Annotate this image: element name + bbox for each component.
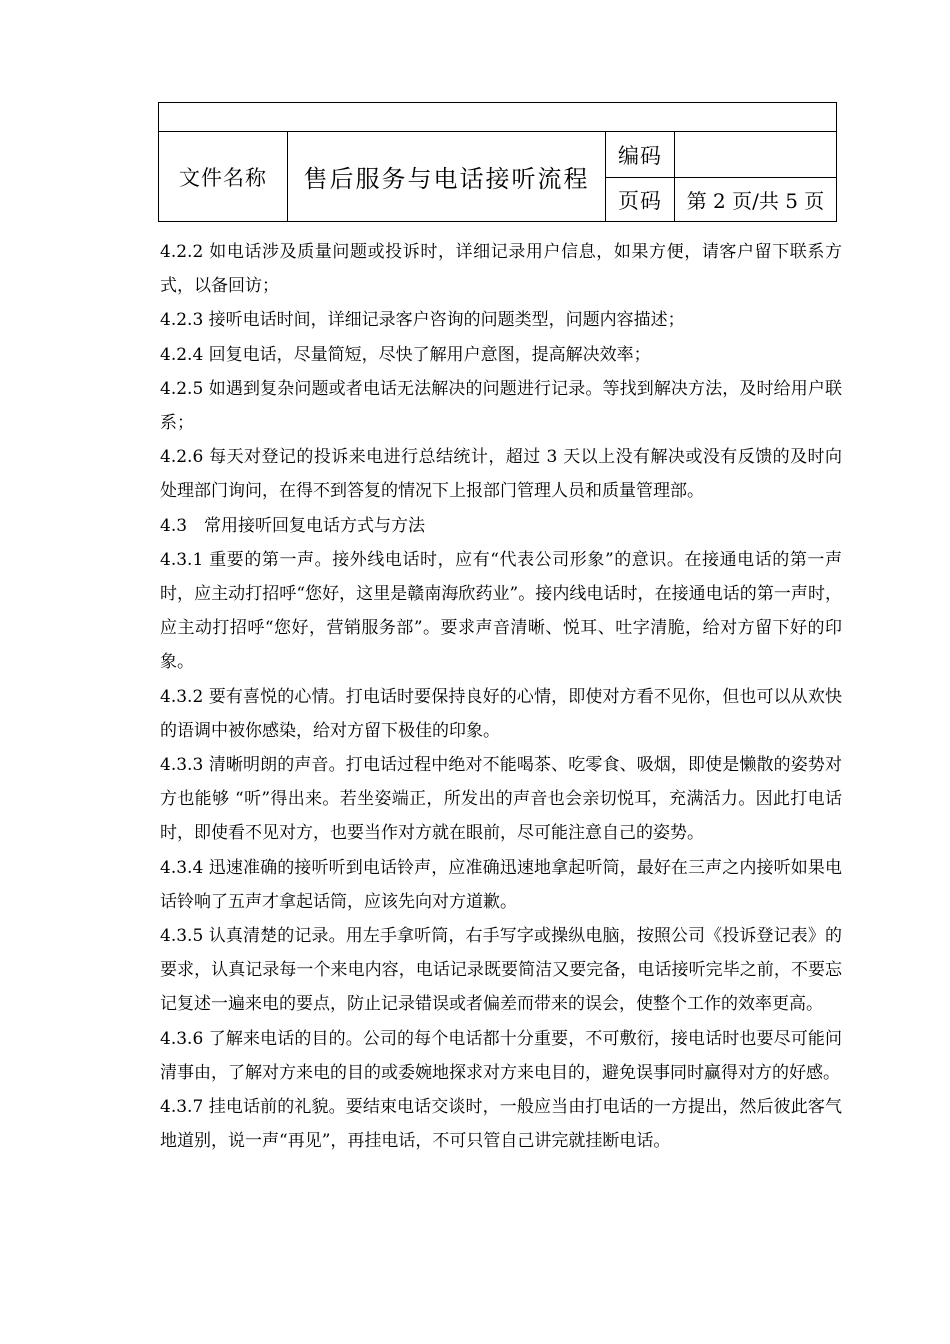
document-body: [160, 235, 842, 1158]
document-title: 售后服务与电话接听流程: [288, 132, 606, 222]
paragraph-4-2-4: 4.2.4 回复电话，尽量简短，尽快了解用户意图，提高解决效率；: [160, 344, 651, 365]
paragraph-4-2-3: 4.2.3 接听电话时间，详细记录客户咨询的问题类型，问题内容描述；: [160, 310, 685, 331]
code-label: 编码: [606, 132, 675, 178]
paragraph-4-3-7: 4.3.7 挂电话前的礼貌。要结束电话交谈时，一般应当由打电话的一方提出，然后彼此客气地道别，说一声“再见”，再挂电话，不可只管自己讲完就挂断电话。: [160, 1097, 842, 1152]
paragraph-4-3-6: 4.3.6 了解来电话的目的。公司的每个电话都十分重要，不可敷衍，接电话时也要尽可能问清事由，了解对方来电的目的或委婉地探求对方来电目的，避免误事同时赢得对方的好感。: [160, 1028, 842, 1083]
paragraph-4-3-2: 4.3.2 要有喜悦的心情。打电话时要保持良好的心情，即使对方看不见你，但也可以从欢快的语调中被你感染，给对方留下极佳的印象。: [160, 686, 842, 741]
section-heading-4-3: 4.3 常用接听回复电话方式与方法: [160, 515, 426, 536]
header-row-code: [159, 132, 837, 178]
page-label: 页码: [606, 178, 675, 222]
header-blank-cell: [159, 103, 837, 132]
paragraph-4-3-3: 4.3.3 清晰明朗的声音。打电话过程中绝对不能喝茶、吃零食、吸烟，即使是懒散的姿势对方也能够 “听”得出来。若坐姿端正，所发出的声音也会亲切悦耳，充满活力。因此打电话时，即使看不见对方，也要当作对方就在眼前，尽可能注意自己的姿势。: [160, 755, 842, 844]
file-name-label: 文件名称: [159, 132, 288, 222]
paragraph-4-2-5: 4.2.5 如遇到复杂问题或者电话无法解决的问题进行记录。等找到解决方法，及时给用户联系；: [160, 378, 842, 434]
header-top-row: [159, 103, 837, 132]
paragraph-4-3-5: 4.3.5 认真清楚的记录。用左手拿听筒，右手写字或操纵电脑，按照公司《投诉登记表》的要求，认真记录每一个来电内容，电话记录既要简洁又要完备，电话接听完毕之前，不要忘记复述一遍来电的要点，防止记录错误或者偏差而带来的误会，使整个工作的效率更高。: [160, 926, 842, 1015]
paragraph-4-2-2: 4.2.2 如电话涉及质量问题或投诉时，详细记录用户信息，如果方便，请客户留下联系方式，以备回访；: [160, 242, 842, 297]
page-number: 第 2 页/共 5 页: [675, 178, 837, 222]
paragraph-4-3-1: 4.3.1 重要的第一声。接外线电话时，应有“代表公司形象”的意识。在接通电话的第一声时，应主动打招呼“您好，这里是赣南海欣药业”。接内线电话时，在接通电话的第一声时，应主动打招呼“您好，营销服务部”。要求声音清晰、悦耳、吐字清脆，给对方留下好的印象。: [160, 549, 842, 673]
paragraph-4-2-6: 4.2.6 每天对登记的投诉来电进行总结统计，超过 3 天以上没有解决或没有反馈的及时向处理部门询问，在得不到答复的情况下上报部门管理人员和质量管理部。: [160, 447, 842, 502]
document-header-table: [158, 102, 837, 222]
paragraph-4-3-4: 4.3.4 迅速准确的接听听到电话铃声，应准确迅速地拿起听筒，最好在三声之内接听如果电话铃响了五声才拿起话筒，应该先向对方道歉。: [160, 857, 842, 912]
code-value: [675, 132, 837, 178]
